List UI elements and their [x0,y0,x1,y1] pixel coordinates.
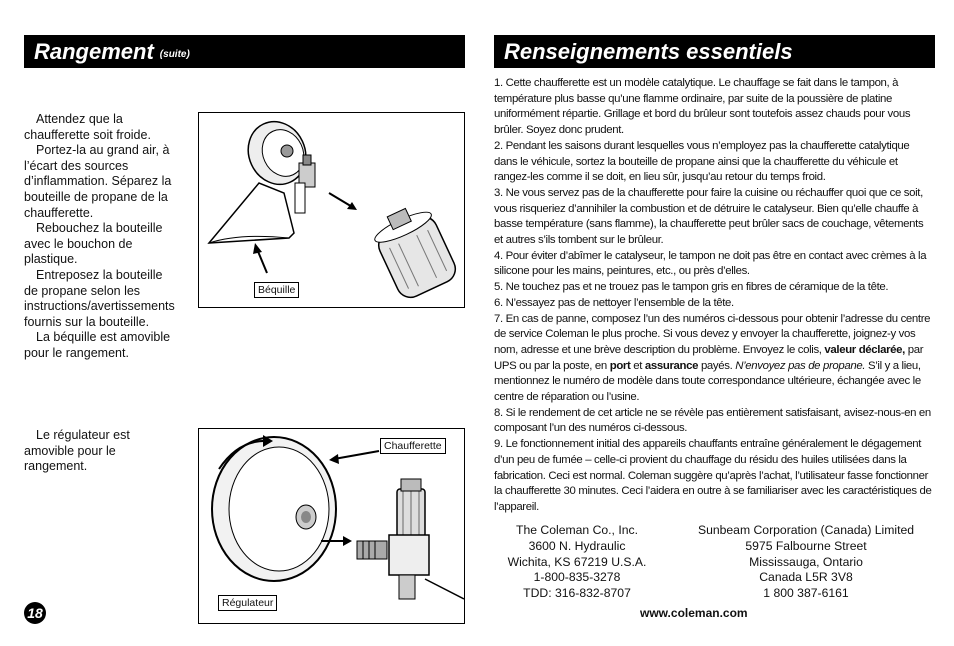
address-line: Sunbeam Corporation (Canada) Limited [697,523,915,537]
address-coleman-us [492,523,662,602]
list-item: 5. Ne touchez pas et ne trouez pas le tampon gris en fibres de céramique de la tête. [494,281,889,294]
section-title: Renseignements essentiels [504,38,793,64]
address-line: 1-800-835-3278 [533,570,621,585]
list-item: 1. Cette chaufferette est un modèle catalytique. Le chauffage se fait dans le tampon, à température plus basse qu’une flamme ordinaire, par suite de la poussière de platine uniformément répartie. Grillage et bord du brûleur sont toutefois assez chauds pour vous brûler. Soyez donc prudent. [494,77,911,137]
section-subtitle: (suite) [159,49,190,60]
list-item-text: par UPS ou par la poste, en [494,343,924,372]
figure-regulator-removal [198,428,465,624]
list-item-text: S’il y a lieu, mentionnez le numéro de modèle dans toute correspondance ultérieure, échangée avec le centre de réparation ou l’usine. [494,359,921,404]
label-bequille: Béquille [254,282,299,298]
address-line: 5975 Falbourne Street [745,538,867,553]
list-item-bold: port [609,359,631,372]
heater-stand-illustration [199,113,464,307]
list-item: 8. Si le rendement de cet article ne se révèle pas entièrement satisfaisant, avisez-nous-en en composant l’un des numéros ci-dessous. [494,406,931,435]
address-line: 1 800 387-6161 [763,586,849,601]
storage-instructions [24,112,176,362]
section-header-rangement [24,35,465,68]
list-item-bold: valeur déclarée, [824,343,905,356]
paragraph: Le régulateur est amovible pour le rangement. [24,428,130,474]
list-item-text: et [630,359,645,372]
address-line: Canada L5R 3V8 [759,570,853,585]
list-item-italic: N’envoyez pas de propane. [735,359,866,372]
list-item-text: 7. En cas de panne, composez l’un des numéros ci-dessous pour obtenir l’adresse du centre de service Coleman le plus proche. Si vous devez y envoyer la chaufferette, joignez-y vos nom, adresse et une brève description du problème. Envoyez le colis, [494,312,931,356]
essential-info-list [494,76,934,516]
address-sunbeam-canada [678,523,934,602]
list-item-bold: assurance [644,359,699,372]
website-link[interactable]: www.coleman.com [640,606,748,620]
paragraph: Portez-la au grand air, à l’écart des sources d’inflammation. Séparez la bouteille de propane de la chaufferette. [24,143,172,220]
paragraph: La béquille est amovible pour le rangement. [24,330,171,360]
section-title: Rangement [34,38,154,64]
list-item: 9. Le fonctionnement initial des appareils chauffants entraîne généralement le dégagement d’un peu de fumée – celle-ci provient du chauffage du résidu des huiles utilisées dans la fabrication. Ceci est normal. Coleman suggère qu’après l’achat, l’utilisateur fasse fonctionner la chaufferette 30 minutes. Ceci l’aidera en outre à se familiariser avec les caractéristiques de l’appareil. [494,438,932,513]
label-chaufferette: Chaufferette [380,438,446,454]
heater-regulator-illustration [199,429,464,623]
address-line: 3600 N. Hydraulic [528,538,626,553]
paragraph: Attendez que la chaufferette soit froide. [24,112,151,142]
address-line: The Coleman Co., Inc. [516,523,638,537]
figure-stand-removal [198,112,465,308]
list-item-text: payés. [698,359,736,372]
section-header-renseignements [494,35,935,68]
list-item: 2. Pendant les saisons durant lesquelles vous n’employez pas la chaufferette catalytique dans le véhicule, sortez la bouteille de propane ainsi que la chaufferette du véhicule et rangez-les comme il se doit, en lieu sûr, jusqu’au retour du temps froid. [494,139,910,184]
page-number: 18 [24,602,46,624]
address-line: TDD: 316-832-8707 [523,586,631,601]
address-line: Wichita, KS 67219 U.S.A. [507,554,647,569]
address-line: Mississauga, Ontario [749,554,863,569]
list-item: 3. Ne vous servez pas de la chaufferette pour faire la cuisine ou réchauffer quoi que ce soit, vous risqueriez d’annihiler la combustion et de détruire le catalyseur. Bien qu’elle chauffe à basse température (sans flamme), la chaufferette peut brûler sacs de couchage, vêtements et autres s’ils tombent sur le brûleur. [494,186,924,247]
label-regulateur: Régulateur [218,595,277,611]
list-item: 6. N’essayez pas de nettoyer l’ensemble de la tête. [494,296,734,309]
paragraph: Entreposez la bouteille de propane selon les instructions/avertissements fournis sur la bouteille. [24,267,175,329]
list-item: 4. Pour éviter d’abîmer le catalyseur, le tampon ne doit pas être en contact avec crèmes à la silicone pour les mains, peintures, etc., ou près d’elles. [494,249,927,278]
regulator-note [24,428,144,475]
paragraph: Rebouchez la bouteille avec le bouchon de plastique. [24,221,163,267]
list-item [494,312,934,406]
